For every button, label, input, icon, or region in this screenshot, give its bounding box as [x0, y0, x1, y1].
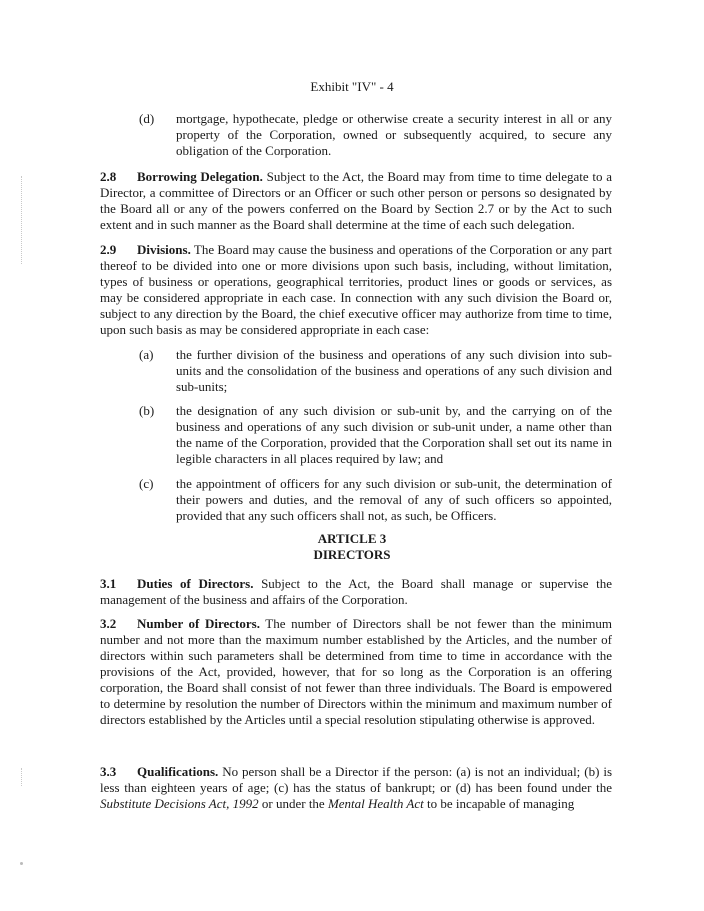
statute-name: Mental Health Act: [327, 796, 424, 811]
list-item-label: (c): [139, 476, 154, 491]
list-item-b: [139, 403, 612, 467]
section-text: to be incapable of managing: [427, 796, 575, 811]
section-heading: Qualifications.: [137, 764, 219, 779]
list-item-a: [139, 347, 612, 395]
section-text: No person shall be a Director if the person: (a) is not an individual; (b) is less than eighteen years of age; (c) has the status of bankrupt; or (d) has been found under the: [100, 764, 613, 795]
section-3-3: [100, 764, 612, 812]
list-item-label: (d): [139, 111, 155, 126]
section-number: 3.1: [100, 576, 117, 591]
section-3-1: [100, 576, 612, 608]
section-text: Subject to the Act, the Board shall manage or supervise the management of the business and affairs of the Corporation.: [100, 576, 613, 607]
section-text: The number of Directors shall be not fewer than the minimum number and not more than the maximum number established by the Articles, and the number of directors within such parameters shall be determined from time to time in accordance with the provisions of the Act, provided, however, that for so long as the Corporation is an offering corporation, the Board shall consist of not fewer than three individuals. The Board is empowered to determine by resolution the number of Directors within the minimum and maximum number of directors established by the Articles until a special resolution stipulating otherwise is approved.: [100, 616, 613, 727]
list-item-d: [139, 111, 612, 159]
scan-margin-mark: [21, 768, 24, 786]
list-item-c: [139, 476, 612, 524]
section-3-2: [100, 616, 612, 728]
section-text: or under the: [261, 796, 325, 811]
list-item-label: (a): [139, 347, 154, 362]
section-number: 3.2: [100, 616, 117, 631]
section-number: 2.8: [100, 169, 117, 184]
list-item-text: mortgage, hypothecate, pledge or otherwise create a security interest in all or any property of the Corporation, owned or subsequently acquired, to secure any obligation of the Corporation.: [176, 111, 612, 158]
list-item-text: the appointment of officers for any such division or sub-unit, the determination of their powers and duties, and the removal of any of such officers so appointed, provided that any such officers shall not, as such, be Officers.: [176, 476, 612, 523]
section-text: Subject to the Act, the Board may from time to time delegate to a Director, a committee of Directors or an Officer or such other person or persons so designated by the Board all or any of the powers conferred on the Board by Section 2.7 or by the Act to such extent and in such manner as the Board shall determine at the time of each such delegation.: [100, 169, 613, 232]
section-text: The Board may cause the business and operations of the Corporation or any part thereof to be divided into one or more divisions upon such basis, including, without limitation, types of business or operations, geographical territories, product lines or goods or services, as may be considered appropriate in each case. In connection with any such division the Board or, subject to any direction by the Board, the chief executive officer may authorize from time to time, upon such basis as may be considered appropriate in each case:: [100, 242, 612, 337]
article-title: DIRECTORS: [313, 547, 391, 562]
section-heading: Borrowing Delegation.: [137, 169, 263, 184]
section-heading: Duties of Directors.: [137, 576, 254, 591]
article-heading: [0, 531, 704, 563]
section-heading: Number of Directors.: [137, 616, 260, 631]
statute-name: Substitute Decisions Act, 1992: [100, 796, 259, 811]
article-number: ARTICLE 3: [317, 531, 387, 546]
section-2-9: [100, 242, 612, 338]
section-number: 2.9: [100, 242, 117, 257]
list-item-text: the further division of the business and operations of any such division into sub-units and the consolidation of the business and operations of any such division and sub-units;: [176, 347, 612, 394]
scan-margin-dot: [20, 862, 23, 865]
list-item-text: the designation of any such division or sub-unit by, and the carrying on of the business and operations of any such division or sub-unit under, a name other than the name of the Corporation, provided that the Corporation shall set out its name in legible characters in all places required by law; and: [176, 403, 612, 466]
scan-margin-mark: [21, 176, 24, 264]
list-item-label: (b): [139, 403, 155, 418]
section-number: 3.3: [100, 764, 117, 779]
section-2-8: [100, 169, 612, 233]
section-heading: Divisions.: [137, 242, 191, 257]
page-header: Exhibit "IV" - 4: [310, 79, 394, 94]
